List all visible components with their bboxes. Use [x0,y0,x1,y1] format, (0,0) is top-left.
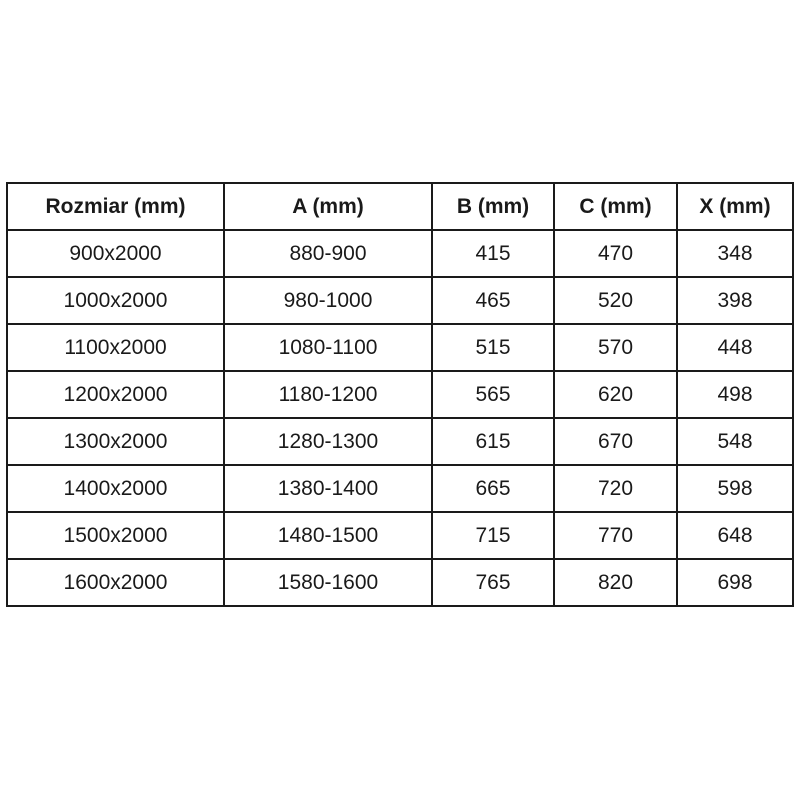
table-cell: 465 [432,277,554,324]
table-cell: 765 [432,559,554,606]
table-cell: 565 [432,371,554,418]
table-cell: 770 [554,512,677,559]
table-cell: 900x2000 [7,230,224,277]
table-row [7,324,793,371]
table-cell: 1280-1300 [224,418,432,465]
table-row [7,418,793,465]
column-header: B (mm) [432,183,554,230]
table-cell: 720 [554,465,677,512]
table-cell: 1400x2000 [7,465,224,512]
table-cell: 980-1000 [224,277,432,324]
table-cell: 1580-1600 [224,559,432,606]
column-header: A (mm) [224,183,432,230]
table-row [7,465,793,512]
table-cell: 820 [554,559,677,606]
table-body [7,230,793,606]
column-header: X (mm) [677,183,793,230]
table-cell: 620 [554,371,677,418]
table-cell: 1000x2000 [7,277,224,324]
table-cell: 348 [677,230,793,277]
table-row [7,559,793,606]
table-cell: 520 [554,277,677,324]
table-cell: 1600x2000 [7,559,224,606]
table-row [7,230,793,277]
table-cell: 448 [677,324,793,371]
table-row [7,512,793,559]
table-cell: 880-900 [224,230,432,277]
table-cell: 1480-1500 [224,512,432,559]
table-row [7,371,793,418]
table-cell: 570 [554,324,677,371]
column-header: C (mm) [554,183,677,230]
table-cell: 615 [432,418,554,465]
table-cell: 1200x2000 [7,371,224,418]
table-header-row [7,183,793,230]
table-cell: 515 [432,324,554,371]
table-cell: 1380-1400 [224,465,432,512]
table-cell: 1500x2000 [7,512,224,559]
table-cell: 598 [677,465,793,512]
table-cell: 665 [432,465,554,512]
table-cell: 498 [677,371,793,418]
column-header: Rozmiar (mm) [7,183,224,230]
table-cell: 548 [677,418,793,465]
table-cell: 470 [554,230,677,277]
table-cell: 715 [432,512,554,559]
table-cell: 670 [554,418,677,465]
table-cell: 1300x2000 [7,418,224,465]
table-cell: 398 [677,277,793,324]
table-cell: 415 [432,230,554,277]
table-row [7,277,793,324]
table-cell: 1100x2000 [7,324,224,371]
table-cell: 648 [677,512,793,559]
table-cell: 1080-1100 [224,324,432,371]
table-cell: 698 [677,559,793,606]
table-cell: 1180-1200 [224,371,432,418]
size-dimension-table [6,182,794,607]
